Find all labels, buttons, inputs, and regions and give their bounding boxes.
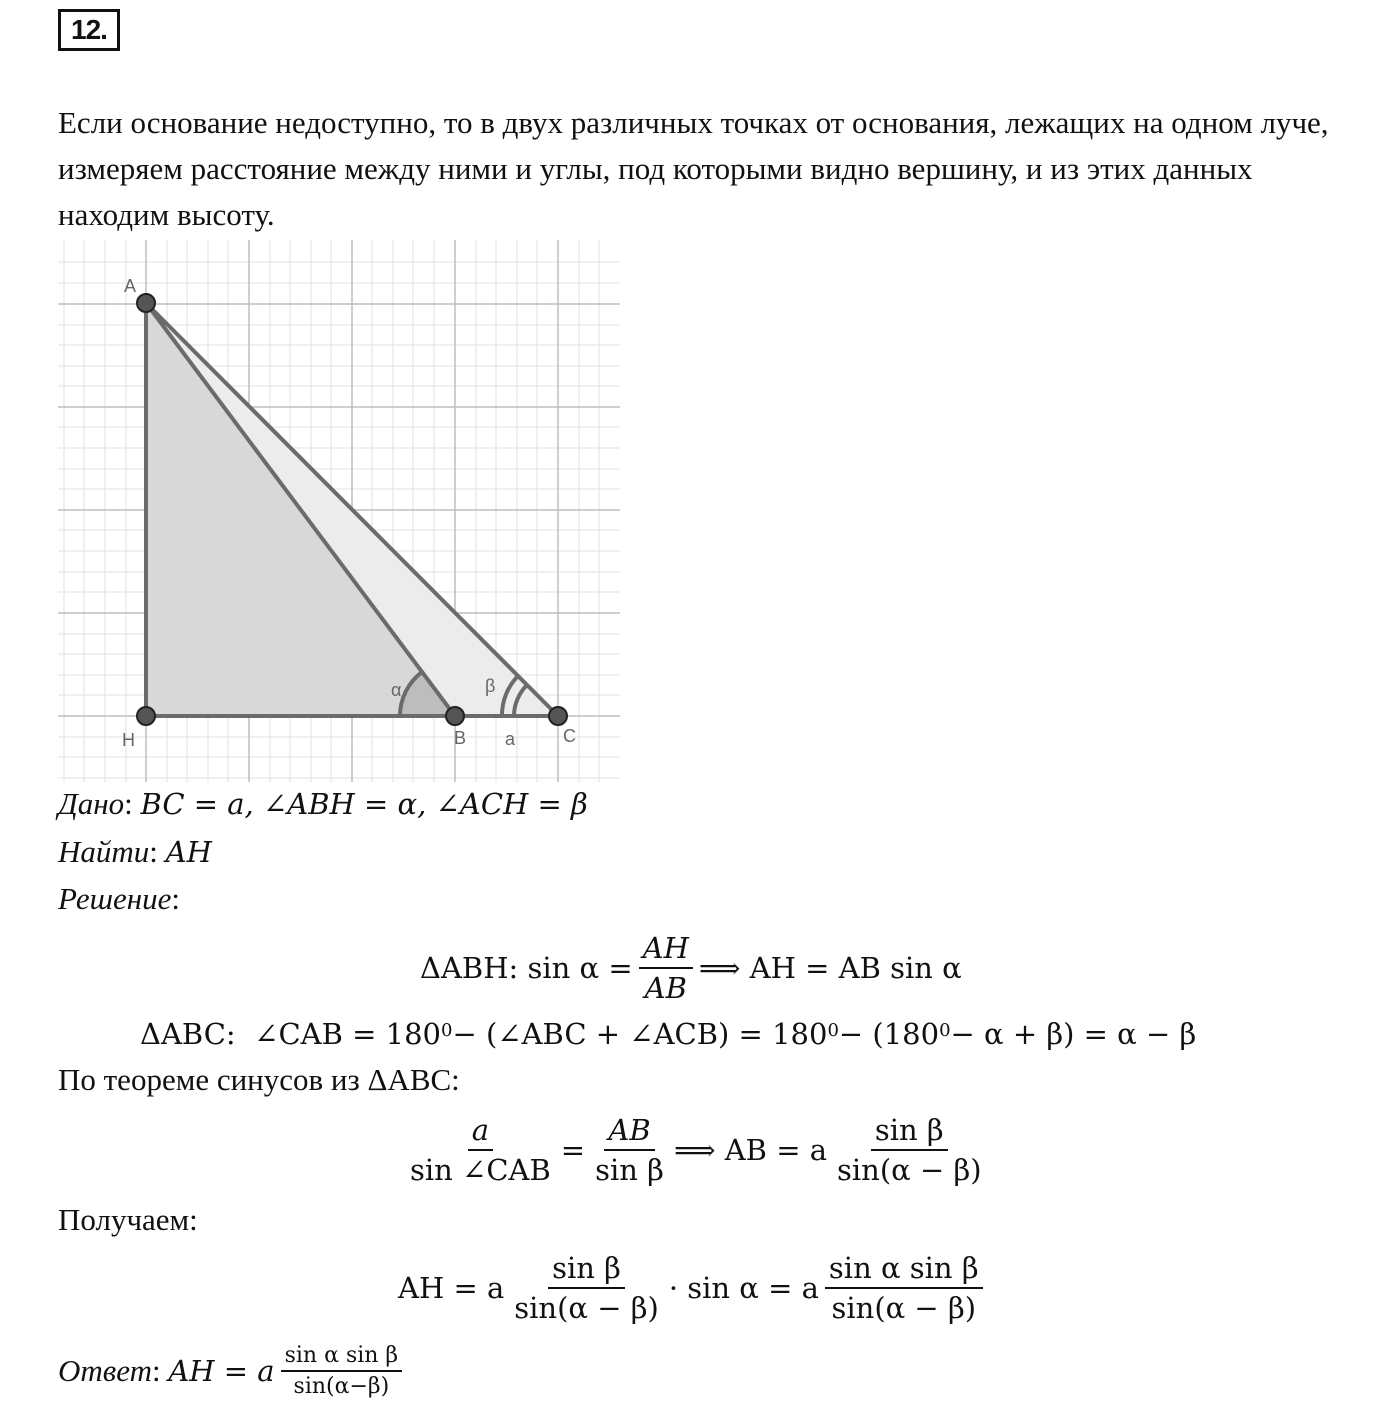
eq2-deg-1: 0 (440, 1019, 453, 1041)
given-line: Дано : BC = a, ∠ABH = α, ∠ACH = β (58, 786, 588, 821)
sine-theorem-line: По теореме синусов из ΔABC: (58, 1062, 460, 1097)
answer-label: Ответ (58, 1353, 152, 1388)
find-text: AH (165, 835, 212, 869)
eq2-a: ∠CAB = 180 (254, 1017, 441, 1051)
answer-line: Ответ : AH = a $\frac{\text{sin α sin β}}{\sin(\alpha-\beta)}$ (58, 1336, 408, 1406)
point-c (549, 707, 567, 725)
point-b (446, 707, 464, 725)
label-alpha: α (391, 680, 402, 700)
answer-fraction (281, 1343, 403, 1399)
label-h: H (122, 730, 135, 750)
get-line: Получаем: (58, 1202, 198, 1237)
eq1-rhs: ⟹ AH = AB sin α (698, 951, 962, 985)
eq3-mid: ⟹ AB = a (673, 1133, 828, 1167)
eq3-eq: = (560, 1133, 586, 1167)
find-line: Найти : AH (58, 834, 212, 869)
answer-den: sin(α−β) (293, 1374, 390, 1399)
problem-number: 12. (58, 9, 120, 51)
eq2-deg-2: 0 (827, 1019, 839, 1041)
eq1-fraction (639, 931, 693, 1005)
eq1-num: AH (639, 931, 693, 969)
solution-line: Решение : (58, 881, 180, 916)
point-h (137, 707, 155, 725)
eq2-d: − α + β) = α − β (950, 1017, 1197, 1051)
point-a (137, 294, 155, 312)
eq4-n2: sin α sin β (825, 1251, 983, 1289)
eq3-n1: a (468, 1113, 493, 1151)
answer-num: sin α sin β (281, 1343, 403, 1372)
answer-lhs: AH = a (168, 1354, 275, 1388)
eq3-frac-3 (833, 1113, 986, 1187)
label-side-a: a (505, 729, 516, 749)
eq4-d2: sin(α − β) (831, 1291, 977, 1325)
eq4-frac-2 (825, 1251, 983, 1325)
eq3-n2: AB (604, 1113, 654, 1151)
label-a: A (124, 276, 137, 296)
eq1-lhs: sin α = (527, 951, 633, 985)
eq1-prefix: ΔABH: (420, 951, 519, 985)
eq2-c: − (180 (838, 1017, 940, 1051)
eq4-d1: sin(α − β) (514, 1291, 659, 1325)
equation-abc (140, 1012, 1196, 1056)
intro-paragraph: Если основание недоступно, то в двух различных точках от основания, лежащих на одном луче, измеряем расстояние между ними и углы, под которыми видно вершину, и из этих данных находим высоту. (58, 105, 1329, 232)
label-c: C (563, 726, 576, 746)
eq3-d2: sin β (595, 1153, 664, 1187)
equation-sine-theorem (400, 1106, 992, 1194)
eq3-d3: sin(α − β) (837, 1153, 982, 1187)
triangle-figure (58, 240, 620, 782)
eq3-frac-1 (406, 1113, 555, 1187)
eq2-b: − (∠ABC + ∠ACB) = 180 (452, 1017, 828, 1051)
label-beta: β (485, 676, 496, 696)
eq3-frac-2 (591, 1113, 668, 1187)
eq3-n3: sin β (871, 1113, 948, 1151)
solution-label: Решение (58, 881, 172, 916)
given-label: Дано (58, 786, 125, 821)
eq4-frac-1 (510, 1251, 663, 1325)
eq2-prefix: ΔABC: (140, 1017, 236, 1051)
equation-abh (420, 926, 962, 1010)
eq4-lhs: AH = a (398, 1271, 505, 1305)
eq2-deg-3: 0 (939, 1019, 951, 1041)
eq1-den: AB (644, 971, 687, 1005)
given-text: BC = a, ∠ABH = α, ∠ACH = β (140, 787, 588, 821)
equation-result (398, 1244, 989, 1332)
find-label: Найти (58, 834, 150, 869)
eq4-n1: sin β (548, 1251, 625, 1289)
label-b: B (454, 728, 467, 748)
eq3-d1: sin ∠CAB (410, 1153, 551, 1187)
eq4-mid: · sin α = a (668, 1271, 819, 1305)
